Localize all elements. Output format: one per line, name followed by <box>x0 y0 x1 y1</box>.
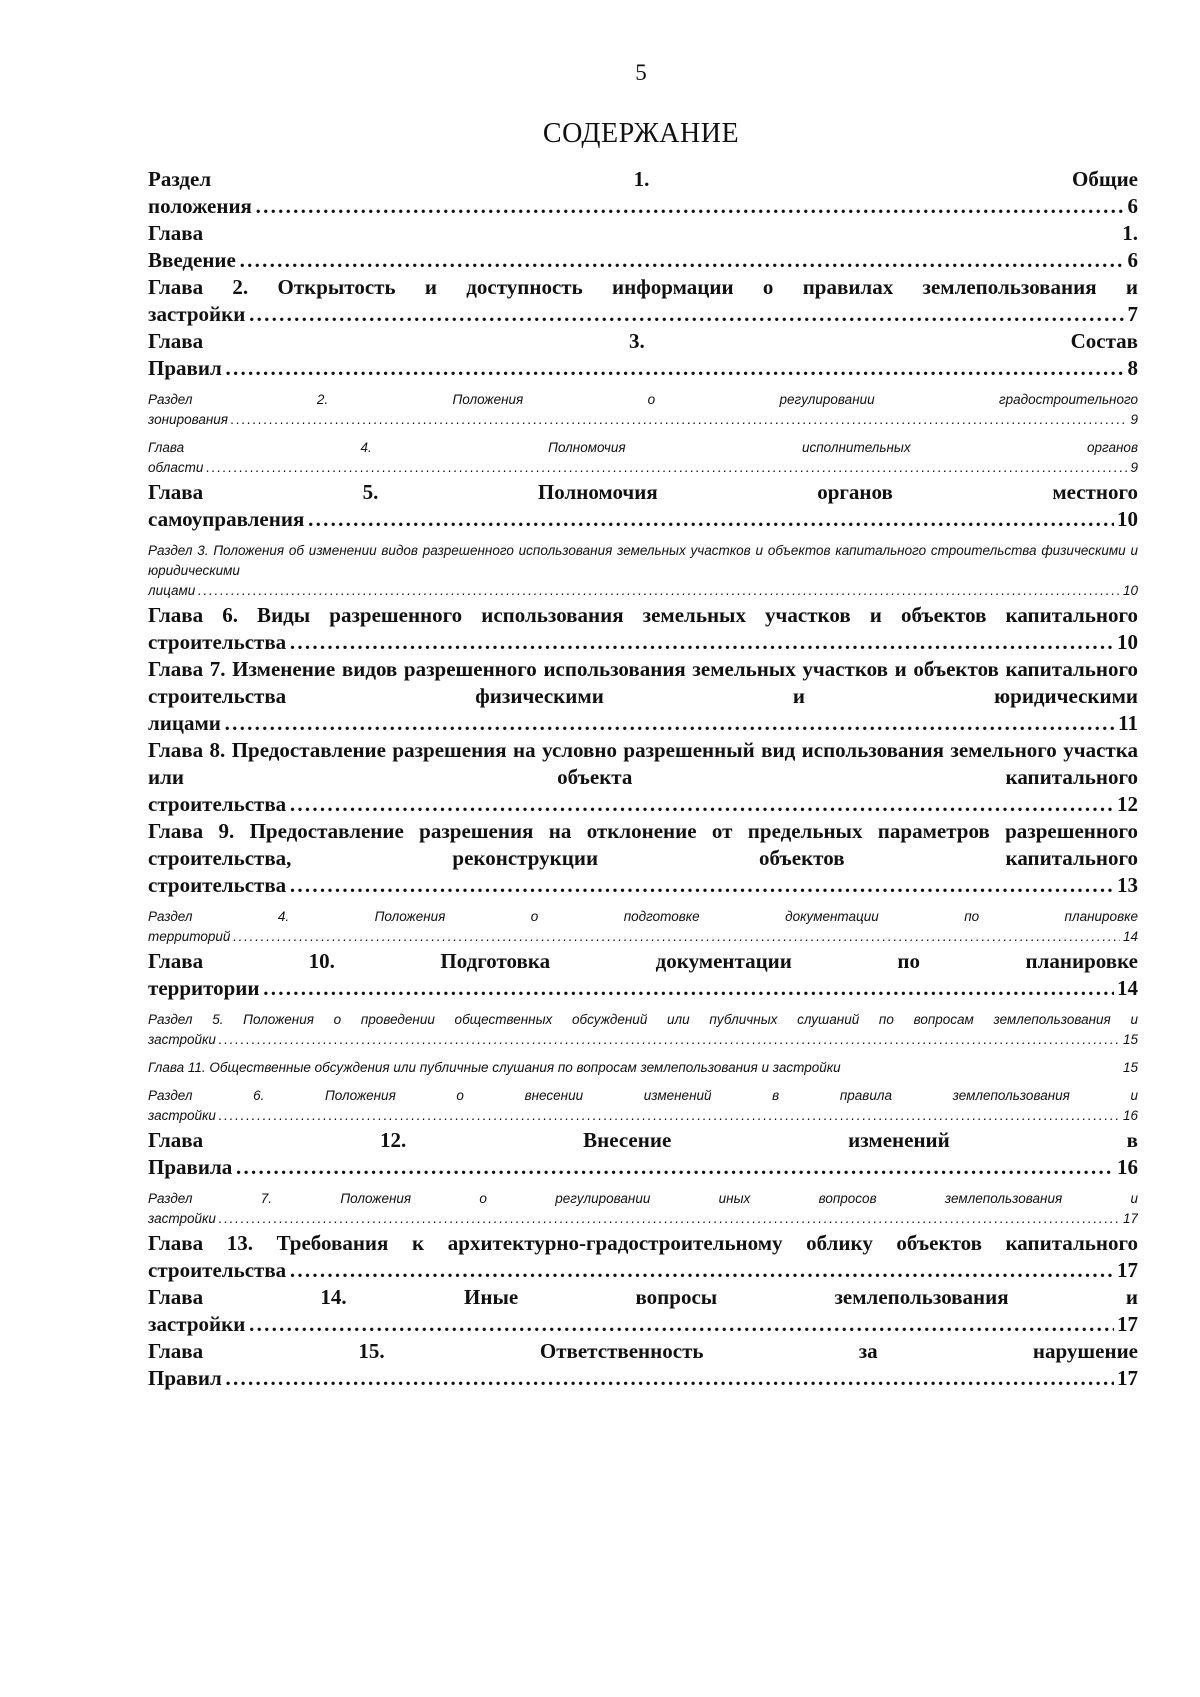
toc-entry <box>148 1189 1138 1229</box>
toc-entry-page: 10 <box>1120 581 1138 601</box>
toc-entry-page: 9 <box>1127 410 1138 430</box>
toc-entry <box>148 948 1138 1002</box>
toc-entry <box>148 1284 1138 1338</box>
toc-entry-page: 14 <box>1120 927 1138 947</box>
toc-entry-title: Глава 9. Предоставление разрешения на отклонение от предельных параметров разрешенного строительства, реконструкции объектов капитального строительства . . . <box>148 819 1138 897</box>
toc-entry-page: 17 <box>1120 1209 1138 1229</box>
toc-entry-title: Раздел 7. Положения о регулировании иных вопросов землепользования и застройки . . . <box>148 1191 1138 1226</box>
toc-entry-title: Глава 3. Состав Правил . . . <box>148 329 1138 380</box>
toc-entry <box>148 1010 1138 1050</box>
toc-entry-title: Глава 2. Открытость и доступность информации о правилах землепользования и застройки . . . <box>148 275 1138 326</box>
toc-entry <box>148 907 1138 947</box>
toc-entry-title: Раздел 2. Положения о регулировании градостроительного зонирования . . . <box>148 392 1138 427</box>
toc-title: СОДЕРЖАНИЕ <box>542 118 740 149</box>
toc-entry-page: 17 <box>1114 1365 1138 1392</box>
toc-entry-title: Глава 8. Предоставление разрешения на условно разрешенный вид использования земельного участка или объекта капитального строительства . . . <box>148 738 1138 816</box>
toc-entry-title: Глава 15. Ответственность за нарушение Правил . . . <box>148 1339 1138 1390</box>
toc-entry <box>148 602 1138 656</box>
toc-entry-title: Раздел 5. Положения о проведении общественных обсуждений или публичных слушаний по вопросам землепользования и застройки . . . <box>148 1012 1138 1047</box>
toc-entry-page: 9 <box>1127 458 1138 478</box>
toc-entry-title: Раздел 6. Положения о внесении изменений в правила землепользования и застройки . . . <box>148 1088 1138 1123</box>
toc-entry <box>148 390 1138 430</box>
toc-entry-page: 17 <box>1114 1257 1138 1284</box>
toc-entry-title: Глава 5. Полномочия органов местного самоуправления . . . <box>148 480 1138 531</box>
toc-entry-page: 8 <box>1125 355 1139 382</box>
toc-entry-title: Глава 11. Общественные обсуждения или публичные слушания по вопросам землепользования и застройки <box>148 1060 841 1075</box>
toc-entry-title: Глава 12. Внесение изменений в Правила . . . <box>148 1128 1138 1179</box>
toc-entry-page: 16 <box>1120 1106 1138 1126</box>
toc-entry <box>148 1058 1138 1078</box>
toc-entry <box>148 1230 1138 1284</box>
toc-entry <box>148 274 1138 328</box>
toc-entry <box>148 1127 1138 1181</box>
toc-entry-page: 17 <box>1114 1311 1138 1338</box>
toc-entry <box>148 220 1138 274</box>
toc-entry-title: Глава 1. Введение . . . <box>148 221 1138 272</box>
toc-entry-title: Глава 7. Изменение видов разрешенного использования земельных участков и объектов капитального строительства физическими и юридическими лицами . . . <box>148 657 1138 735</box>
toc-entry-page: 11 <box>1115 710 1138 737</box>
toc-entry-page: 10 <box>1114 629 1138 656</box>
toc-entry-page: 6 <box>1125 247 1139 274</box>
toc-entry <box>148 737 1138 818</box>
toc-entry <box>148 328 1138 382</box>
toc-entry <box>148 1338 1138 1392</box>
toc-entry-title: Глава 10. Подготовка документации по планировке территории . . . <box>148 949 1138 1000</box>
table-of-contents <box>148 166 1138 1392</box>
toc-entry-title: Глава 13. Требования к архитектурно-градостроительному облику объектов капитального строительства . . . <box>148 1231 1138 1282</box>
toc-entry-title: Глава 4. Полномочия исполнительных органов области . . . <box>148 440 1138 475</box>
toc-entry-title: Раздел 3. Положения об изменении видов разрешенного использования земельных участков и объектов капитального строительства физическими и юридическими лицами . . . <box>148 543 1138 598</box>
toc-entry-page: 13 <box>1114 872 1138 899</box>
toc-entry <box>148 818 1138 899</box>
page-number: 5 <box>635 60 647 85</box>
toc-entry-page: 15 <box>1123 1058 1138 1078</box>
toc-entry <box>148 1086 1138 1126</box>
toc-entry-page: 7 <box>1125 301 1139 328</box>
toc-entry-title: Раздел 1. Общие положения . . . <box>148 167 1138 218</box>
toc-entry-page: 10 <box>1114 506 1138 533</box>
toc-entry-title: Глава 6. Виды разрешенного использования земельных участков и объектов капитального строительства . . . <box>148 603 1138 654</box>
toc-entry-page: 16 <box>1114 1154 1138 1181</box>
toc-entry-page: 12 <box>1114 791 1138 818</box>
toc-entry <box>148 479 1138 533</box>
toc-entry-title: Раздел 4. Положения о подготовке документации по планировке территорий . . . <box>148 909 1138 944</box>
toc-entry <box>148 541 1138 601</box>
toc-entry-title: Глава 14. Иные вопросы землепользования и застройки . . . <box>148 1285 1138 1336</box>
toc-entry <box>148 438 1138 478</box>
toc-entry <box>148 166 1138 220</box>
toc-entry <box>148 656 1138 737</box>
toc-entry-page: 6 <box>1125 193 1139 220</box>
toc-entry-page: 14 <box>1114 975 1138 1002</box>
toc-entry-page: 15 <box>1120 1030 1138 1050</box>
